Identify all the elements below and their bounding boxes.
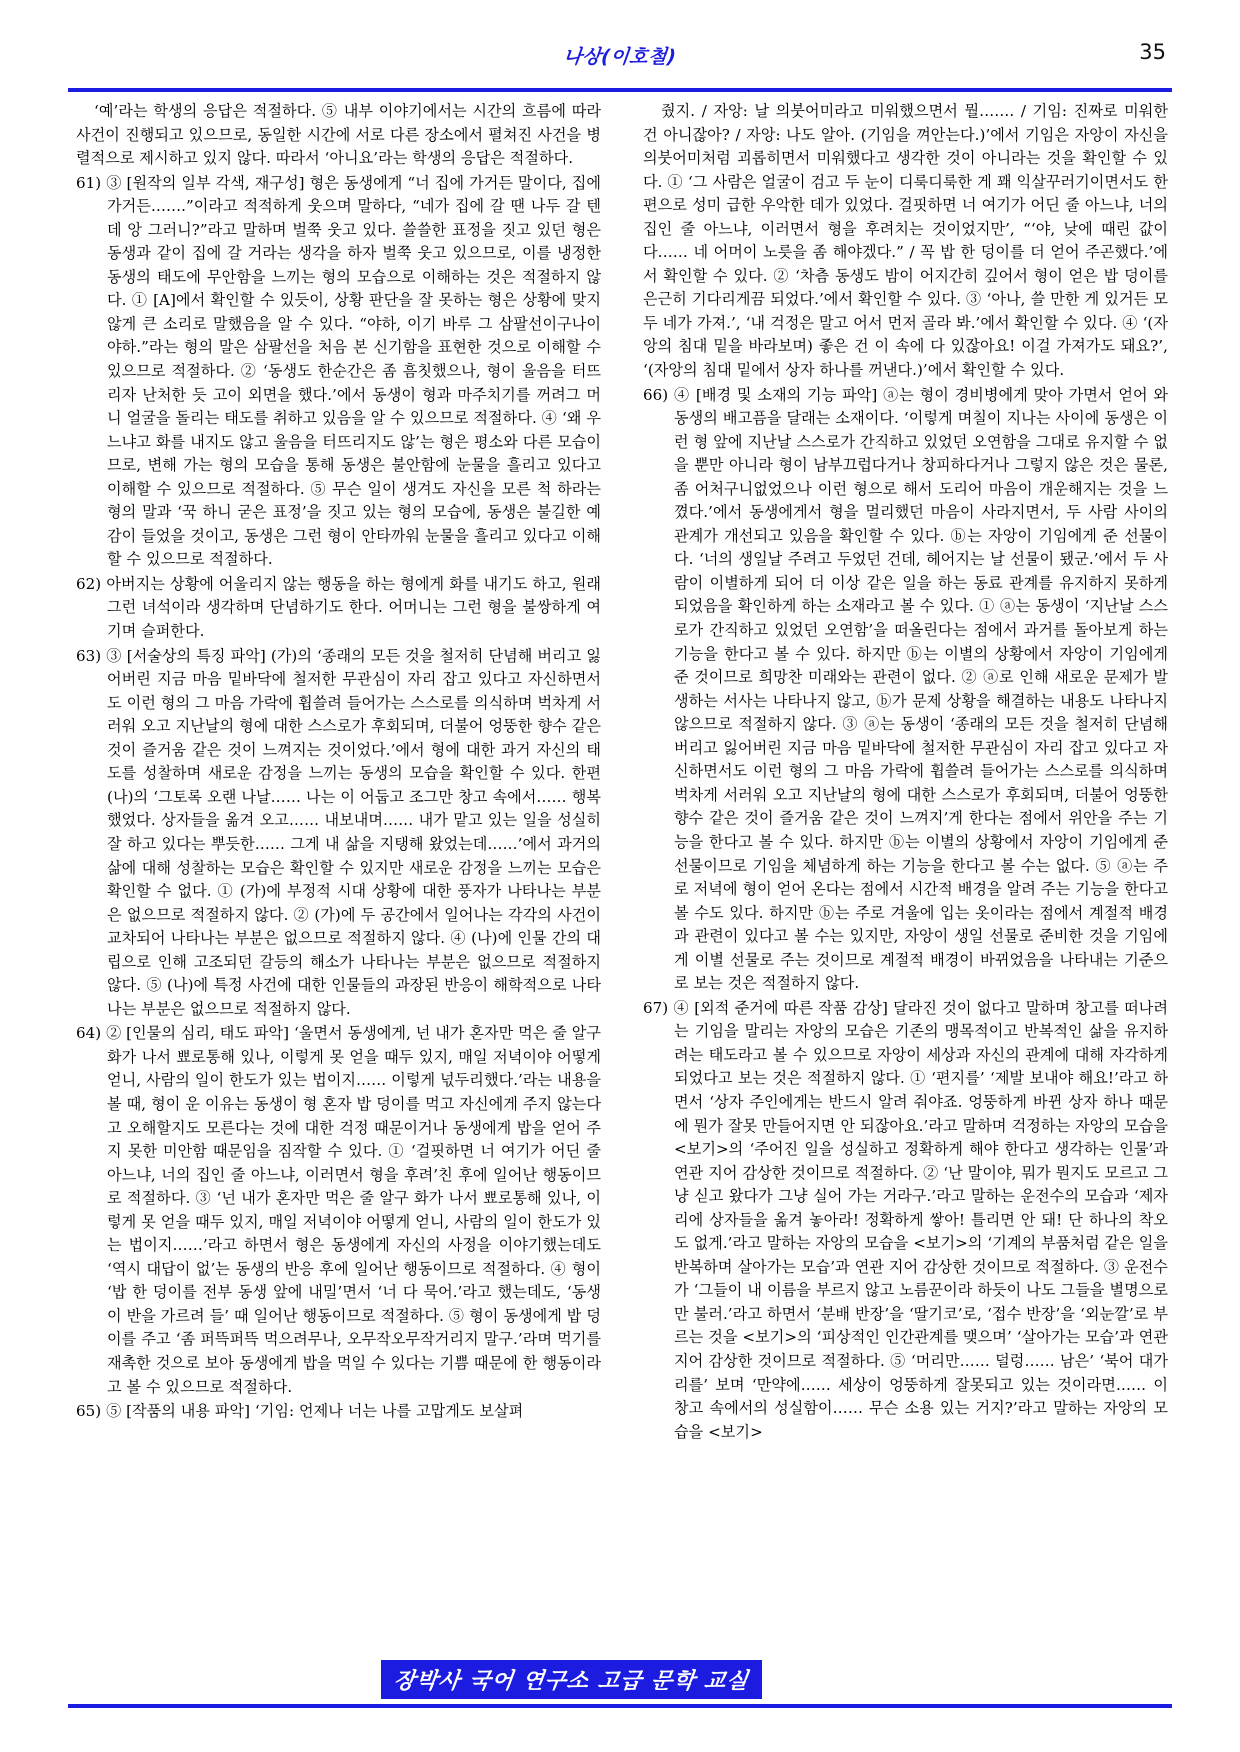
paragraph-intro-left: ‘예’라는 학생의 응답은 적절하다. ⑤ 내부 이야기에서는 시간의 흐름에 따라 사건이 진행되고 있으므로, 동일한 시간에 서로 다른 장소에서 펼쳐진 사건을 병렬적으로 제시하고 있지 않다. 따라서 ‘아니요’라는 학생의 응답은 적절하다. [76, 102, 601, 168]
page-number: 35 [1139, 40, 1166, 64]
footer-banner [381, 1660, 762, 1699]
answer-item-61: 61) ③ [원작의 일부 각색, 재구성] 형은 동생에게 “너 집에 가거든 말이다, 집에 가거든…….”이라고 적적하게 웃으며 말하다, “네가 집에 갈 땐 나두 갈 텐데 앙 그러니?”라고 말하며 벌쭉 웃고 있다. 쓸쓸한 표정을 짓고 있던 형은 동생과 같이 집에 갈 거라는 생각을 하자 벌쭉 웃고 있으므로, 이를 냉정한 동생의 태도에 무안함을 느끼는 형의 모습으로 이해하는 것은 적절하지 않다. ① [A]에서 확인할 수 있듯이, 상황 판단을 잘 못하는 형은 상황에 맞지 않게 큰 소리로 말했음을 알 수 있다. “야하, 이기 바루 그 삼팔선이구나이 야하.”라는 형의 말은 삼팔선을 처음 본 신기함을 표현한 것으로 이해할 수 있으므로 적절하다. ② ‘동생도 한순간은 좀 흠칫했으나, 형이 울음을 터뜨리자 난처한 듯 고이 외면을 했다.’에서 동생이 형과 마주치기를 꺼려그 머니 얼굴을 돌리는 태도를 취하고 있음을 알 수 있으므로 적절하다. ④ ‘왜 우느냐고 화를 내지도 않고 울음을 터뜨리지도 않’는 형은 평소와 다른 모습이므로, 변해 가는 형의 모습을 통해 동생은 불안함에 눈물을 흘리고 있다고 이해할 수 있으므로 적절하다. ⑤ 무슨 일이 생겨도 자신을 모른 척 하라는 형의 말과 ‘꾹 하니 굳은 표정’을 짓고 있는 형의 모습에, 동생은 불길한 예감이 들었을 것이고, 동생은 그런 형이 안타까워 눈물을 흘리고 있다고 이해할 수 있으므로 적절하다. [76, 173, 601, 569]
page-title: 나상(이호철) [562, 46, 678, 68]
header-divider [68, 88, 1172, 92]
page-header [68, 38, 1172, 86]
footer-banner-text: 장박사 국어 연구소 고급 문학 교실 [392, 1669, 751, 1694]
answer-item-62: 62) 아버지는 상황에 어울리지 않는 행동을 하는 형에게 화를 내기도 하고, 원래 그런 녀석이라 생각하며 단념하기도 한다. 어머니는 그런 형을 불쌍하게 여기며 슬퍼한다. [76, 574, 601, 641]
answer-item-64: 64) ② [인물의 심리, 태도 파악] ‘울면서 동생에게, 넌 내가 혼자만 먹은 줄 알구 화가 나서 뾰로통해 있나, 이렇게 못 얻을 때두 있지, 매일 저녁이야 어떻게 얻니, 사람의 일이 한도가 있는 법이지…… 이렇게 넋두리했다.’라는 내용을 볼 때, 형이 운 이유는 동생이 형 혼자 밥 덩이를 먹고 자신에게 주지 않는다고 오해할지도 모른다는 것에 대한 걱정 때문이거나 동생에게 밥을 얻어 주지 못한 미안함 때문임을 짐작할 수 있다. ① ‘걸핏하면 너 여기가 어딘 줄 아느냐, 너의 집인 줄 아느냐, 이러면서 형을 후려’친 후에 일어난 행동이므로 적절하다. ③ ‘넌 내가 혼자만 먹은 줄 알구 화가 나서 뾰로통해 있나, 이렇게 못 얻을 때두 있지, 매일 저녁이야 어떻게 얻니, 사람의 일이 한도가 있는 법이지……’라고 하면서 형은 동생에게 자신의 사정을 이야기했는데도 ‘역시 대답이 없’는 동생의 반응 후에 일어난 행동이므로 적절하다. ④ 형이 ‘밥 한 덩이를 전부 동생 앞에 내밀’면서 ‘너 다 묵어.’라고 했는데도, ‘동생이 반을 가르려 들’ 때 일어난 행동이므로 적절하다. ⑤ 형이 동생에게 밥 덩이를 주고 ‘좀 퍼뜩퍼뜩 먹으려무나, 오무작오무작거리지 말구.’라며 먹기를 재촉한 것으로 보아 동생에게 밥을 먹일 수 있다는 기쁨 때문에 한 행동이라고 볼 수 있으므로 적절하다. [76, 1024, 601, 1396]
two-column-body [76, 100, 1168, 1660]
left-column [76, 100, 601, 1660]
answer-item-66: 66) ④ [배경 및 소재의 기능 파악] ⓐ는 형이 경비병에게 맞아 가면서 얻어 와 동생의 배고픔을 달래는 소재이다. ‘이렇게 며칠이 지나는 사이에 동생은 이런 형 앞에 지난날 스스로가 간직하고 있었던 오연함을 그대로 유지할 수 없을 뿐만 아니라 형이 남부끄럽다거나 창피하다거나 그렇지 않은 것은 물론, 좀 어처구니없었으나 이런 형으로 해서 도리어 마음이 개운해지는 것을 느꼈다.’에서 동생에게서 형을 멀리했던 마음이 사라지면서, 두 사람 사이의 관계가 개선되고 있음을 확인할 수 있다. ⓑ는 자앙이 기임에게 준 선물이다. ‘너의 생일날 주려고 두었던 건데, 헤어지는 날 선물이 됐군.’에서 두 사람이 이별하게 되어 더 이상 같은 일을 하는 동료 관계를 유지하지 못하게 되었음을 확인하게 하는 소재라고 볼 수 있다. ① ⓐ는 동생이 ‘지난날 스스로가 간직하고 있었던 오연함’을 떠올린다는 점에서 과거를 돌아보게 하는 기능을 한다고 볼 수 있다. 하지만 ⓑ는 이별의 상황에서 자앙이 기임에게 준 것이므로 희망찬 미래와는 관련이 없다. ② ⓐ로 인해 새로운 문제가 발생하는 서사는 나타나지 않고, ⓑ가 문제 상황을 해결하는 내용도 나타나지 않으므로 적절하지 않다. ③ ⓐ는 동생이 ‘종래의 모든 것을 철저히 단념해 버리고 잃어버린 지금 마음 밑바닥에 철저한 무관심이 자리 잡고 있다고 자신하면서도 이런 형의 그 마음 가락에 휩쓸려 들어가는 스스로를 의식하며 벅차게 서러워 오고 지난날의 형에 대한 스스로가 후회되며, 더불어 엉뚱한 향수 같은 것이 즐거움 같은 것이 느껴지’게 한다는 점에서 위안을 주는 기능을 한다고 볼 수 있다. 하지만 ⓑ는 이별의 상황에서 자앙이 기임에게 준 선물이므로 기임을 체념하게 하는 기능을 한다고 볼 수는 없다. ⑤ ⓐ는 주로 저녁에 형이 얻어 온다는 점에서 시간적 배경을 알려 주는 기능을 한다고 볼 수도 있다. 하지만 ⓑ는 주로 겨울에 입는 옷이라는 점에서 계절적 배경과 관련이 있다고 볼 수는 있지만, 자앙이 생일 선물로 준비한 것을 기임에게 이별 선물로 주는 것이므로 계절적 배경이 바뀌었음을 나타내는 기준으로 보는 것은 적절하지 않다. [643, 385, 1168, 993]
right-column [643, 100, 1168, 1660]
footer-divider [68, 1704, 1172, 1708]
answer-item-63: 63) ③ [서술상의 특징 파악] (가)의 ‘종래의 모든 것을 철저히 단념해 버리고 잃어버린 지금 마음 밑바닥에 철저한 무관심이 자리 잡고 있다고 자신하면서도 이런 형의 그 마음 가락에 휩쓸려 들어가는 스스로를 의식하며 벅차게 서러워 오고 지난날의 형에 대한 스스로가 후회되며, 더불어 엉뚱한 향수 같은 것이 즐거움 같은 것이 느껴지는 것이었다.’에서 형에 대한 과거 자신의 태도를 성찰하며 새로운 감정을 느끼는 동생의 모습을 확인할 수 있다. 한편 (나)의 ‘그토록 오랜 나날…… 나는 이 어둡고 조그만 창고 속에서…… 행복했었다. 상자들을 옮겨 오고…… 내보내며…… 내가 맡고 있는 일을 성실히 잘 하고 있다는 뿌듯한…… 그게 내 삶을 지탱해 왔었는데……’에서 과거의 삶에 대해 성찰하는 모습은 확인할 수 있지만 새로운 감정을 느끼는 모습은 확인할 수 없다. ① (가)에 부정적 시대 상황에 대한 풍자가 나타나는 부분은 없으므로 적절하지 않다. ② (가)에 두 공간에서 일어나는 각각의 사건이 교차되어 나타나는 부분은 없으므로 적절하지 않다. ④ (나)에 인물 간의 대립으로 인해 고조되던 갈등의 해소가 나타나는 부분은 없으므로 적절하지 않다. ⑤ (나)에 특정 사건에 대한 인물들의 과장된 반응이 해학적으로 나타나는 부분은 없으므로 적절하지 않다. [76, 646, 601, 1018]
paragraph-intro-right: 줬지. / 자앙: 날 의붓어미라고 미워했으면서 뭘……. / 기임: 진짜로 미워한 건 아니잖아? / 자앙: 나도 알아. (기임을 껴안는다.)’에서 기임은 자앙이 자신을 의붓어미처럼 괴롭히면서 미워했다고 생각한 것이 아니라는 것을 확인할 수 있다. ① ‘그 사람은 얼굴이 검고 두 눈이 디룩디룩한 게 꽤 익살꾸러기이면서도 한편으로 성미 급한 우악한 데가 있었다. 걸핏하면 너 여기가 어딘 줄 아느냐, 너의 집인 줄 아느냐, 이러면서 형을 후려치는 것이었지만’, “‘야, 낮에 때린 값이다…… 네 어머이 노릇을 좀 해야겠다.” / 꼭 밥 한 덩이를 더 얻어 주곤했다.’에서 확인할 수 있다. ② ‘차츰 동생도 밤이 어지간히 깊어서 형이 얻은 밥 덩이를 은근히 기다리게끔 되었다.’에서 확인할 수 있다. ③ ‘아나, 쓸 만한 게 있거든 모두 네가 가져.’, ‘내 걱정은 말고 어서 먼저 골라 봐.’에서 확인할 수 있다. ④ ‘(자앙의 침대 밑을 바라보며) 좋은 건 이 속에 다 있잖아요! 이걸 가져가도 돼요?’, ‘(자앙의 침대 밑에서 상자 하나를 꺼낸다.)’에서 확인할 수 있다. [643, 102, 1168, 380]
answer-item-67: 67) ④ [외적 준거에 따른 작품 감상] 달라진 것이 없다고 말하며 창고를 떠나려는 기임을 말리는 자앙의 모습은 기존의 맹목적이고 반복적인 삶을 유지하려는 태도라고 볼 수 있으므로 자앙이 세상과 자신의 관계에 대해 자각하게 되었다고 보는 것은 적절하지 않다. ① ‘편지를’ ‘제발 보내야 해요!’라고 하면서 ‘상자 주인에게는 반드시 알려 줘야죠. 엉뚱하게 바뀐 상자 하나 때문에 뭔가 잘못 만들어지면 안 되잖아요.’라고 말하며 걱정하는 자앙의 모습을 <보기>의 ‘주어진 일을 성실하고 정확하게 해야 한다고 생각하는 인물’과 연관 지어 감상한 것이므로 적절하다. ② ‘난 말이야, 뭐가 뭔지도 모르고 그냥 싣고 왔다가 그냥 실어 가는 거라구.’라고 말하는 운전수의 모습과 ‘제자리에 상자들을 옮겨 놓아라! 정확하게 쌓아! 틀리면 안 돼! 단 하나의 착오도 없게.’라고 말하는 자앙의 모습을 <보기>의 ‘기계의 부품처럼 같은 일을 반복하며 살아가는 모습’과 연관 지어 감상한 것이므로 적절하다. ③ 운전수가 ‘그들이 내 이름을 부르지 않고 노름꾼이라 하듯이 나도 그들을 별명으로만 불러.’라고 하면서 ‘분배 반장’을 ‘딸기코’로, ‘접수 반장’을 ‘외눈깔’로 부르는 것을 <보기>의 ‘피상적인 인간관계를 맺으며’ ‘살아가는 모습’과 연관 지어 감상한 것이므로 적절하다. ⑤ ‘머리만…… 덜렁…… 남은’ ‘북어 대가리를’ 보며 ‘만약에…… 세상이 엉뚱하게 잘못되고 있는 것이라면…… 이 창고 속에서의 성실함이…… 무슨 소용 있는 거지?’라고 말하는 자앙의 모습을 <보기> [643, 998, 1168, 1441]
answer-item-65: 65) ⑤ [작품의 내용 파악] ‘기임: 언제나 너는 나를 고맙게도 보살펴 [76, 1402, 524, 1421]
